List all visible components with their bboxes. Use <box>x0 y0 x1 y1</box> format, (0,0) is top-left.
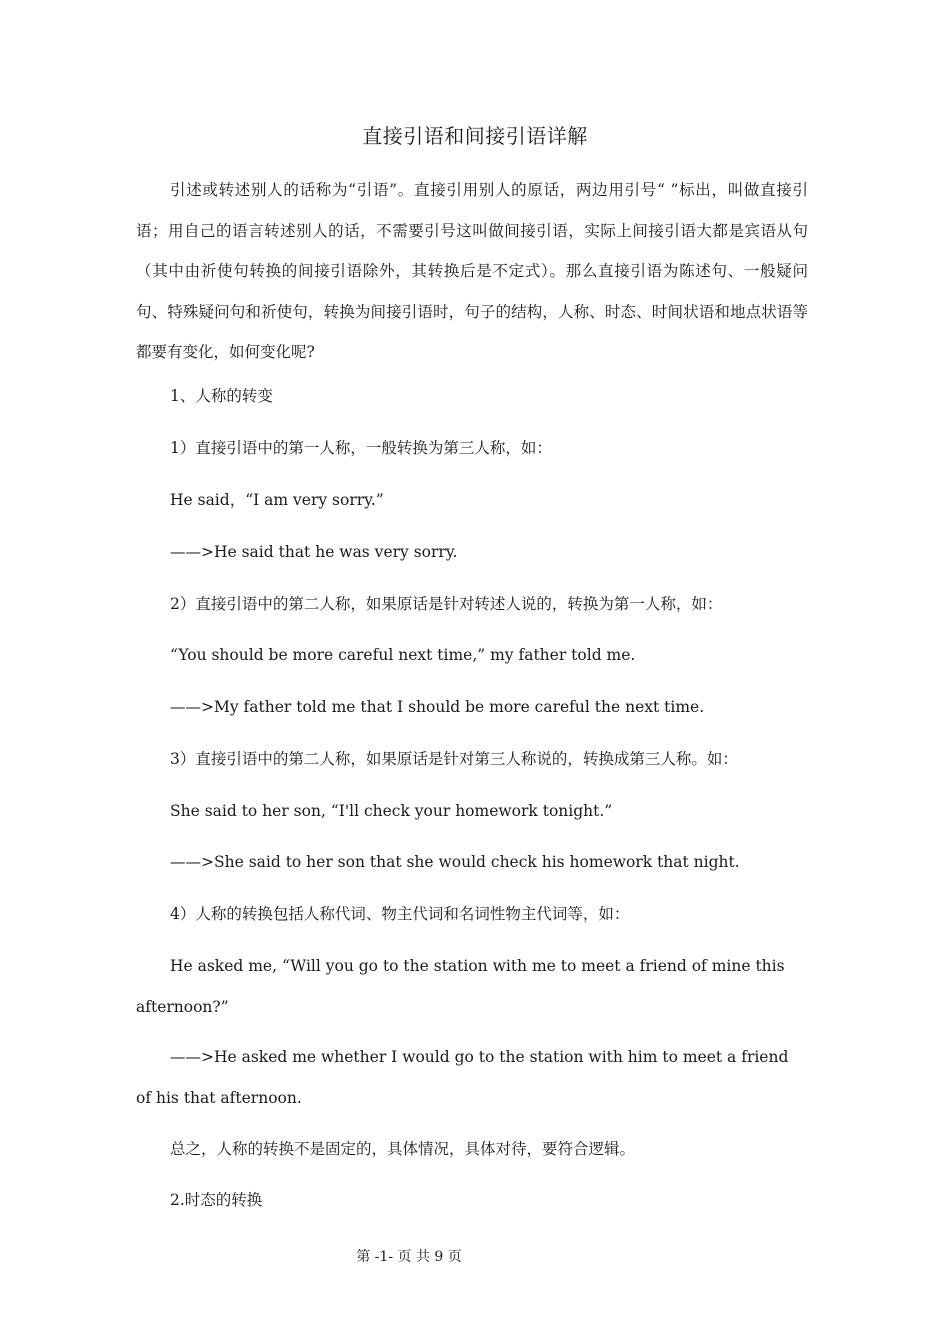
example-3-indirect: ——>She said to her son that she would check his homework that night. <box>170 853 740 871</box>
example-3-direct: She said to her son, “I'll check your homework tonight.” <box>170 802 613 820</box>
rule-3: 3）直接引语中的第二人称，如果原话是针对第三人称说的，转换成第三人称。如： <box>170 750 738 768</box>
example-4-direct: He asked me, “Will you go to the station with me to meet a friend of mine this afternoon?” <box>136 957 785 1016</box>
summary-line: 总之，人称的转换不是固定的，具体情况，具体对待，要符合逻辑。 <box>170 1140 636 1158</box>
example-4-indirect: ——>He asked me whether I would go to the station with him to meet a friend of his that afternoon. <box>136 1048 789 1107</box>
page-number: 第 -1- 页 共 9 页 <box>356 1249 462 1265</box>
section-heading-person: 1、人称的转变 <box>170 387 273 405</box>
example-1-direct: He said，“I am very sorry.” <box>170 491 384 509</box>
rule-2: 2）直接引语中的第二人称，如果原话是针对转述人说的，转换为第一人称，如： <box>170 595 723 613</box>
example-1-indirect: ——>He said that he was very sorry. <box>170 543 458 561</box>
intro-paragraph: 引述或转述别人的话称为“引语”。直接引用别人的原话，两边用引号“ ”标出，叫做直接引语；用自己的语言转述别人的话，不需要引号这叫做间接引语，实际上间接引语大都是宾语从句（其中由祈使句转换的间接引语除外，其转换后是不定式）。那么直接引语为陈述句、一般疑问句、特殊疑问句和祈使句，转换为间接引语时，句子的结构，人称、时态、时间状语和地点状语等都要有变化，如何变化呢? <box>136 181 808 361</box>
page-footer <box>0 1247 950 1267</box>
rule-4: 4）人称的转换包括人称代词、物主代词和名词性物主代词等，如： <box>170 905 630 923</box>
document-title: 直接引语和间接引语详解 <box>362 124 588 148</box>
rule-1: 1）直接引语中的第一人称，一般转换为第三人称，如： <box>170 439 552 457</box>
section-heading-tense: 2.时态的转换 <box>170 1191 263 1209</box>
example-2-indirect: ——>My father told me that I should be more careful the next time. <box>170 698 705 716</box>
example-2-direct: “You should be more careful next time,” my father told me. <box>170 646 636 664</box>
